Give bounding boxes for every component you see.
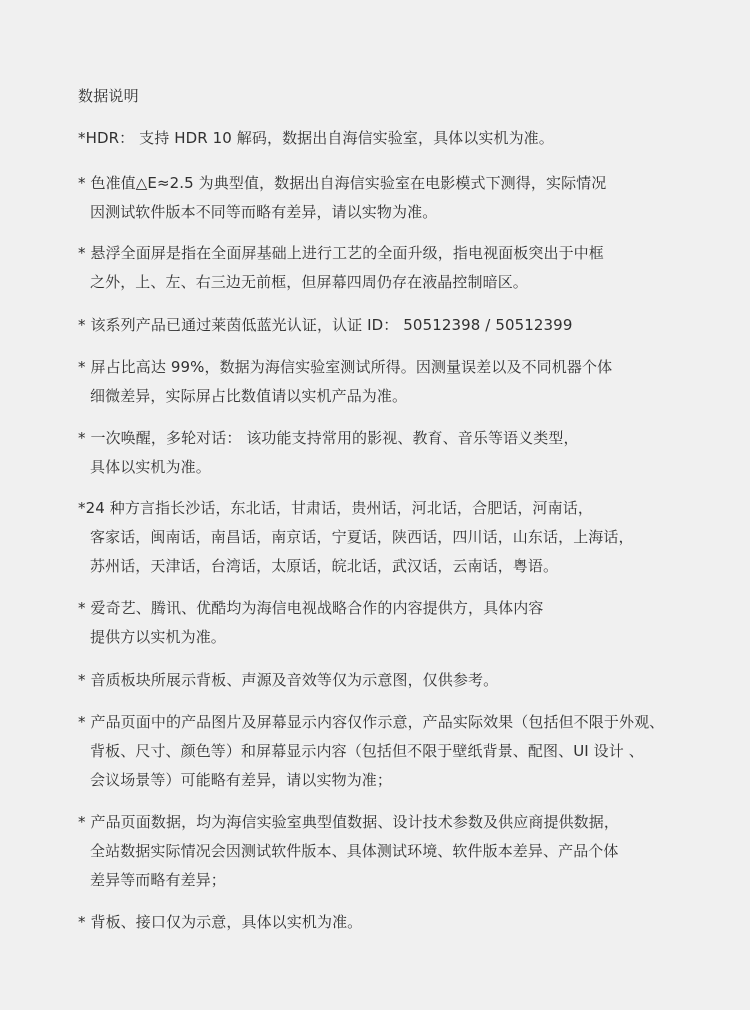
note-product-images-line-3: 会议场景等）可能略有差异，请以实物为准； [90, 771, 393, 789]
note-hdr: *HDR： 支持 HDR 10 解码，数据出自海信实验室，具体以实机为准。 [78, 129, 554, 147]
note-product-data-line-3: 差异等而略有差异； [90, 871, 226, 889]
note-product-images-line-1: * 产品页面中的产品图片及屏幕显示内容仅作示意，产品实际效果（包括但不限于外观、 [78, 713, 665, 731]
note-floating-screen-line-2: 之外，上、左、右三边无前框，但屏幕四周仍存在液晶控制暗区。 [90, 273, 528, 291]
note-product-data-line-2: 全站数据实际情况会因测试软件版本、具体测试环境、软件版本差异、产品个体 [90, 842, 619, 860]
note-screen-ratio-line-1: * 屏占比高达 99%，数据为海信实验室测试所得。因测量误差以及不同机器个体 [78, 358, 613, 376]
note-product-data-line-1: * 产品页面数据，均为海信实验室典型值数据、设计技术参数及供应商提供数据， [78, 813, 619, 831]
note-product-images-line-2: 背板、尺寸、颜色等）和屏幕显示内容（包括但不限于壁纸背景、配图、UI 设计 、 [90, 742, 644, 760]
note-dialects-line-3: 苏州话，天津话，台湾话，太原话，皖北话，武汉话，云南话，粤语。 [90, 557, 559, 575]
page-title: 数据说明 [78, 87, 139, 105]
note-sound-quality: * 音质板块所展示背板、声源及音效等仅为示意图，仅供参考。 [78, 671, 499, 689]
note-dialects-line-1: *24 种方言指长沙话，东北话，甘肃话，贵州话，河北话，合肥话，河南话， [78, 499, 593, 517]
note-color-accuracy-line-2: 因测试软件版本不同等而略有差异，请以实物为准。 [90, 203, 438, 221]
note-voice-dialogue-line-2: 具体以实机为准。 [90, 458, 211, 476]
note-color-accuracy-line-1: * 色准值△E≈2.5 为典型值，数据出自海信实验室在电影模式下测得，实际情况 [78, 174, 607, 192]
note-content-providers-line-2: 提供方以实机为准。 [90, 628, 226, 646]
note-content-providers-line-1: * 爱奇艺、腾讯、优酷均为海信电视战略合作的内容提供方，具体内容 [78, 599, 544, 617]
note-dialects-line-2: 客家话，闽南话，南昌话，南京话，宁夏话，陕西话，四川话，山东话，上海话， [90, 528, 634, 546]
note-floating-screen-line-1: * 悬浮全面屏是指在全面屏基础上进行工艺的全面升级，指电视面板突出于中框 [78, 244, 604, 262]
note-back-panel-interface: * 背板、接口仅为示意，具体以实机为准。 [78, 913, 363, 931]
note-blue-light-certification: * 该系列产品已通过莱茵低蓝光认证，认证 ID： 50512398 / 50512399 [78, 316, 573, 334]
note-voice-dialogue-line-1: * 一次唤醒，多轮对话： 该功能支持常用的影视、教育、音乐等语义类型， [78, 429, 579, 447]
note-screen-ratio-line-2: 细微差异，实际屏占比数值请以实机产品为准。 [90, 387, 408, 405]
